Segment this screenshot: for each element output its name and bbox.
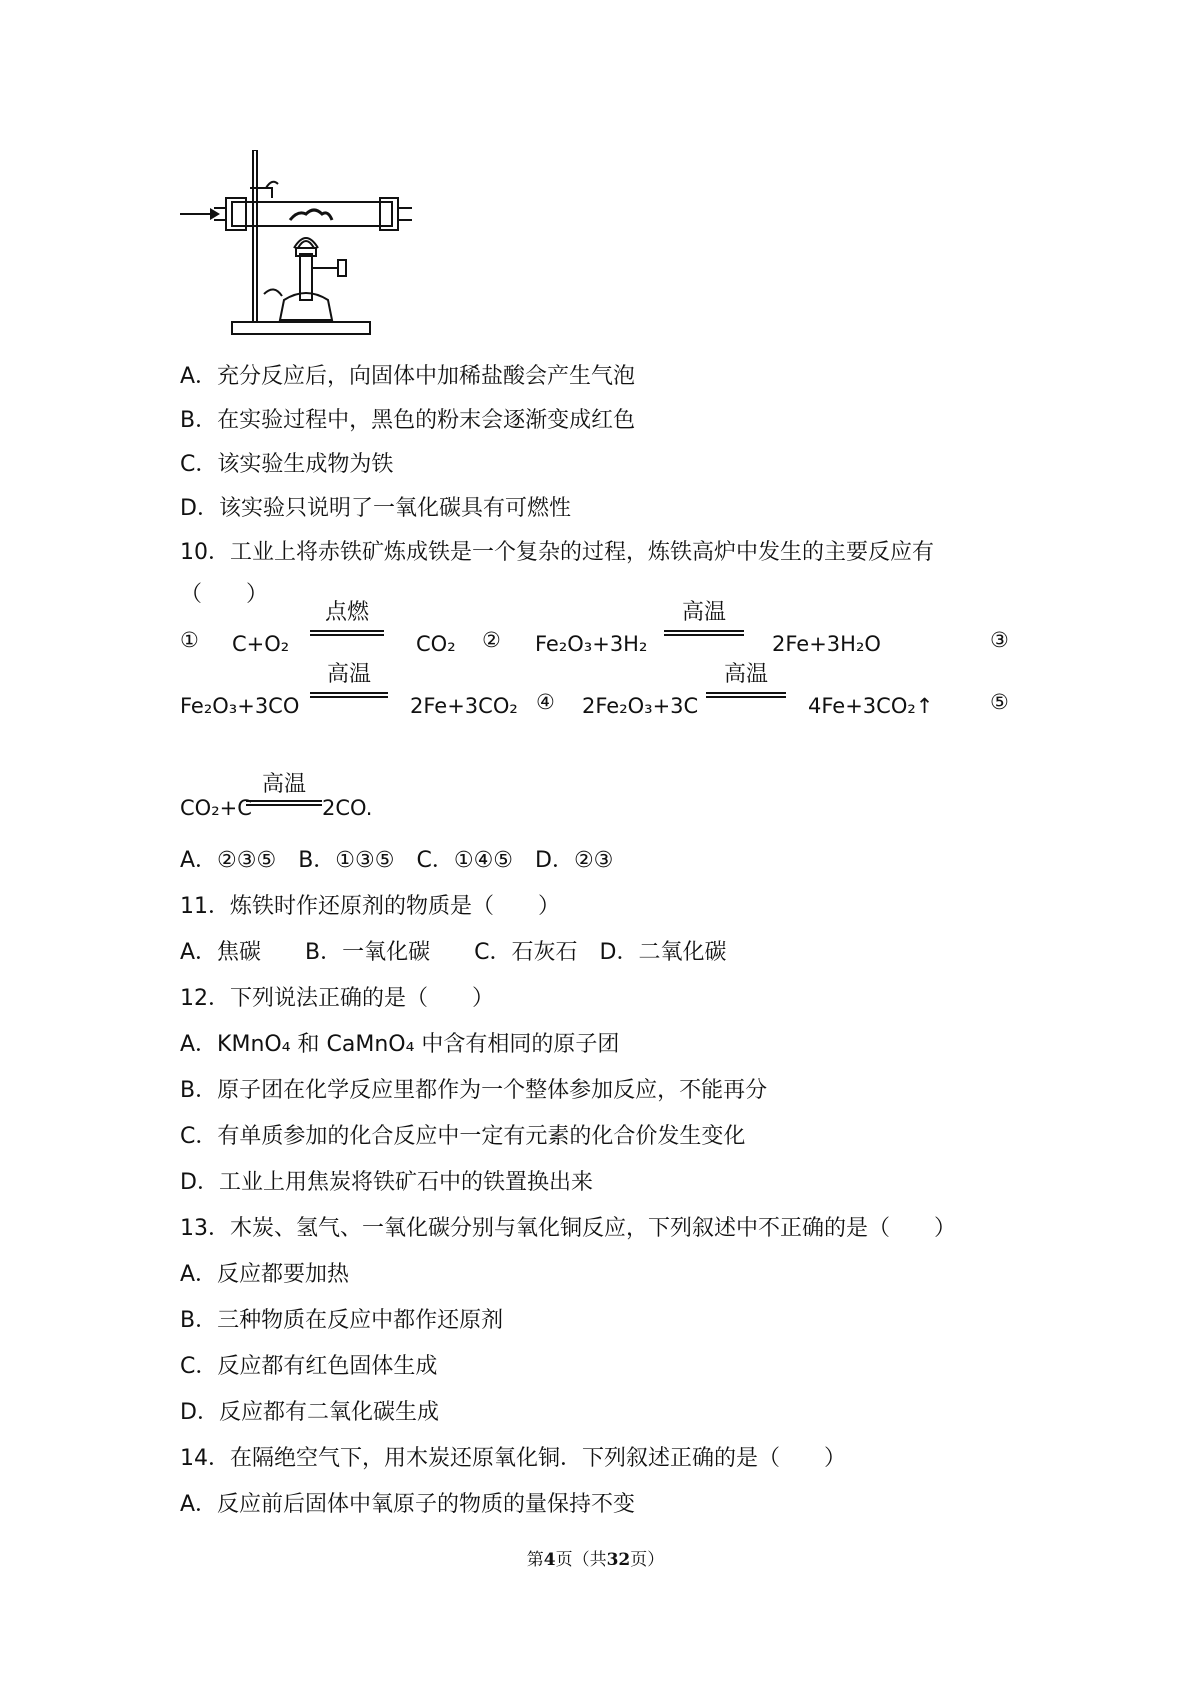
eq5-reactants: CO₂+C [180, 796, 252, 820]
q9-option-b: B．在实验过程中，黑色的粉末会逐渐变成红色 [180, 408, 636, 433]
eq1-reactants: C+O₂ [232, 632, 290, 656]
footer-total-pages: 32 [606, 1550, 631, 1570]
q10-options: A．②③⑤ B．①③⑤ C．①④⑤ D．②③ [180, 848, 614, 873]
eq4-products: 4Fe+3CO₂↑ [808, 694, 934, 718]
q13-stem: 13．木炭、氢气、一氧化碳分别与氧化铜反应，下列叙述中不正确的是（ ） [180, 1216, 956, 1241]
q12-option-d: D．工业上用焦炭将铁矿石中的铁置换出来 [180, 1170, 593, 1195]
q11-stem: 11．炼铁时作还原剂的物质是（ ） [180, 894, 560, 919]
q13-option-a: A．反应都要加热 [180, 1262, 350, 1287]
q10-paren: （ ） [180, 582, 269, 607]
eq4-reactants: 2Fe₂O₃+3C [582, 694, 699, 718]
q10-stem: 10．工业上将赤铁矿炼成铁是一个复杂的过程，炼铁高炉中发生的主要反应有 [180, 540, 934, 565]
eq5-number: ⑤ [990, 690, 1009, 714]
eq1-equals-sign [310, 630, 384, 636]
eq2-products: 2Fe+3H₂O [772, 632, 881, 656]
q9-option-a: A．充分反应后，向固体中加稀盐酸会产生气泡 [180, 364, 636, 389]
experiment-apparatus-figure [180, 150, 420, 350]
eq3-equals-sign [310, 692, 388, 698]
footer-mid: 页（共 [555, 1550, 607, 1570]
eq3-condition: 高温 [326, 662, 371, 687]
footer-post: 页） [630, 1550, 665, 1570]
eq2-condition: 高温 [681, 600, 726, 625]
q11-options: A．焦碳 B．一氧化碳 C．石灰石 D．二氧化碳 [180, 940, 727, 965]
eq1-number: ① [180, 628, 199, 652]
q14-stem: 14．在隔绝空气下，用木炭还原氧化铜．下列叙述正确的是（ ） [180, 1446, 846, 1471]
eq5-equals-sign [246, 800, 322, 806]
eq2-equals-sign [664, 630, 744, 636]
eq5-condition: 高温 [261, 772, 306, 797]
eq3-products: 2Fe+3CO₂ [410, 694, 518, 718]
q9-option-c: C．该实验生成物为铁 [180, 452, 394, 477]
q14-option-a: A．反应前后固体中氧原子的物质的量保持不变 [180, 1492, 636, 1517]
eq2-reactants: Fe₂O₃+3H₂ [535, 632, 648, 656]
eq4-number: ④ [536, 690, 555, 714]
eq1-condition: 点燃 [324, 600, 369, 625]
footer-page-number: 4 [543, 1550, 556, 1570]
q12-option-b: B．原子团在化学反应里都作为一个整体参加反应，不能再分 [180, 1078, 768, 1103]
q13-option-c: C．反应都有红色固体生成 [180, 1354, 438, 1379]
eq4-condition: 高温 [723, 662, 768, 687]
eq3-number: ③ [990, 628, 1009, 652]
page-footer [0, 1545, 1191, 1570]
q12-option-c: C．有单质参加的化合反应中一定有元素的化合价发生变化 [180, 1124, 746, 1149]
q12-option-a: A．KMnO₄ 和 CaMnO₄ 中含有相同的原子团 [180, 1032, 620, 1057]
footer-pre: 第 [526, 1550, 544, 1570]
q12-stem: 12．下列说法正确的是（ ） [180, 986, 494, 1011]
q13-option-b: B．三种物质在反应中都作还原剂 [180, 1308, 504, 1333]
q9-option-d: D．该实验只说明了一氧化碳具有可燃性 [180, 496, 571, 521]
eq5-products: 2CO. [322, 796, 373, 820]
eq4-equals-sign [706, 692, 786, 698]
q13-option-d: D．反应都有二氧化碳生成 [180, 1400, 439, 1425]
eq2-number: ② [482, 628, 501, 652]
eq1-products: CO₂ [416, 632, 456, 656]
eq3-reactants: Fe₂O₃+3CO [180, 694, 300, 718]
